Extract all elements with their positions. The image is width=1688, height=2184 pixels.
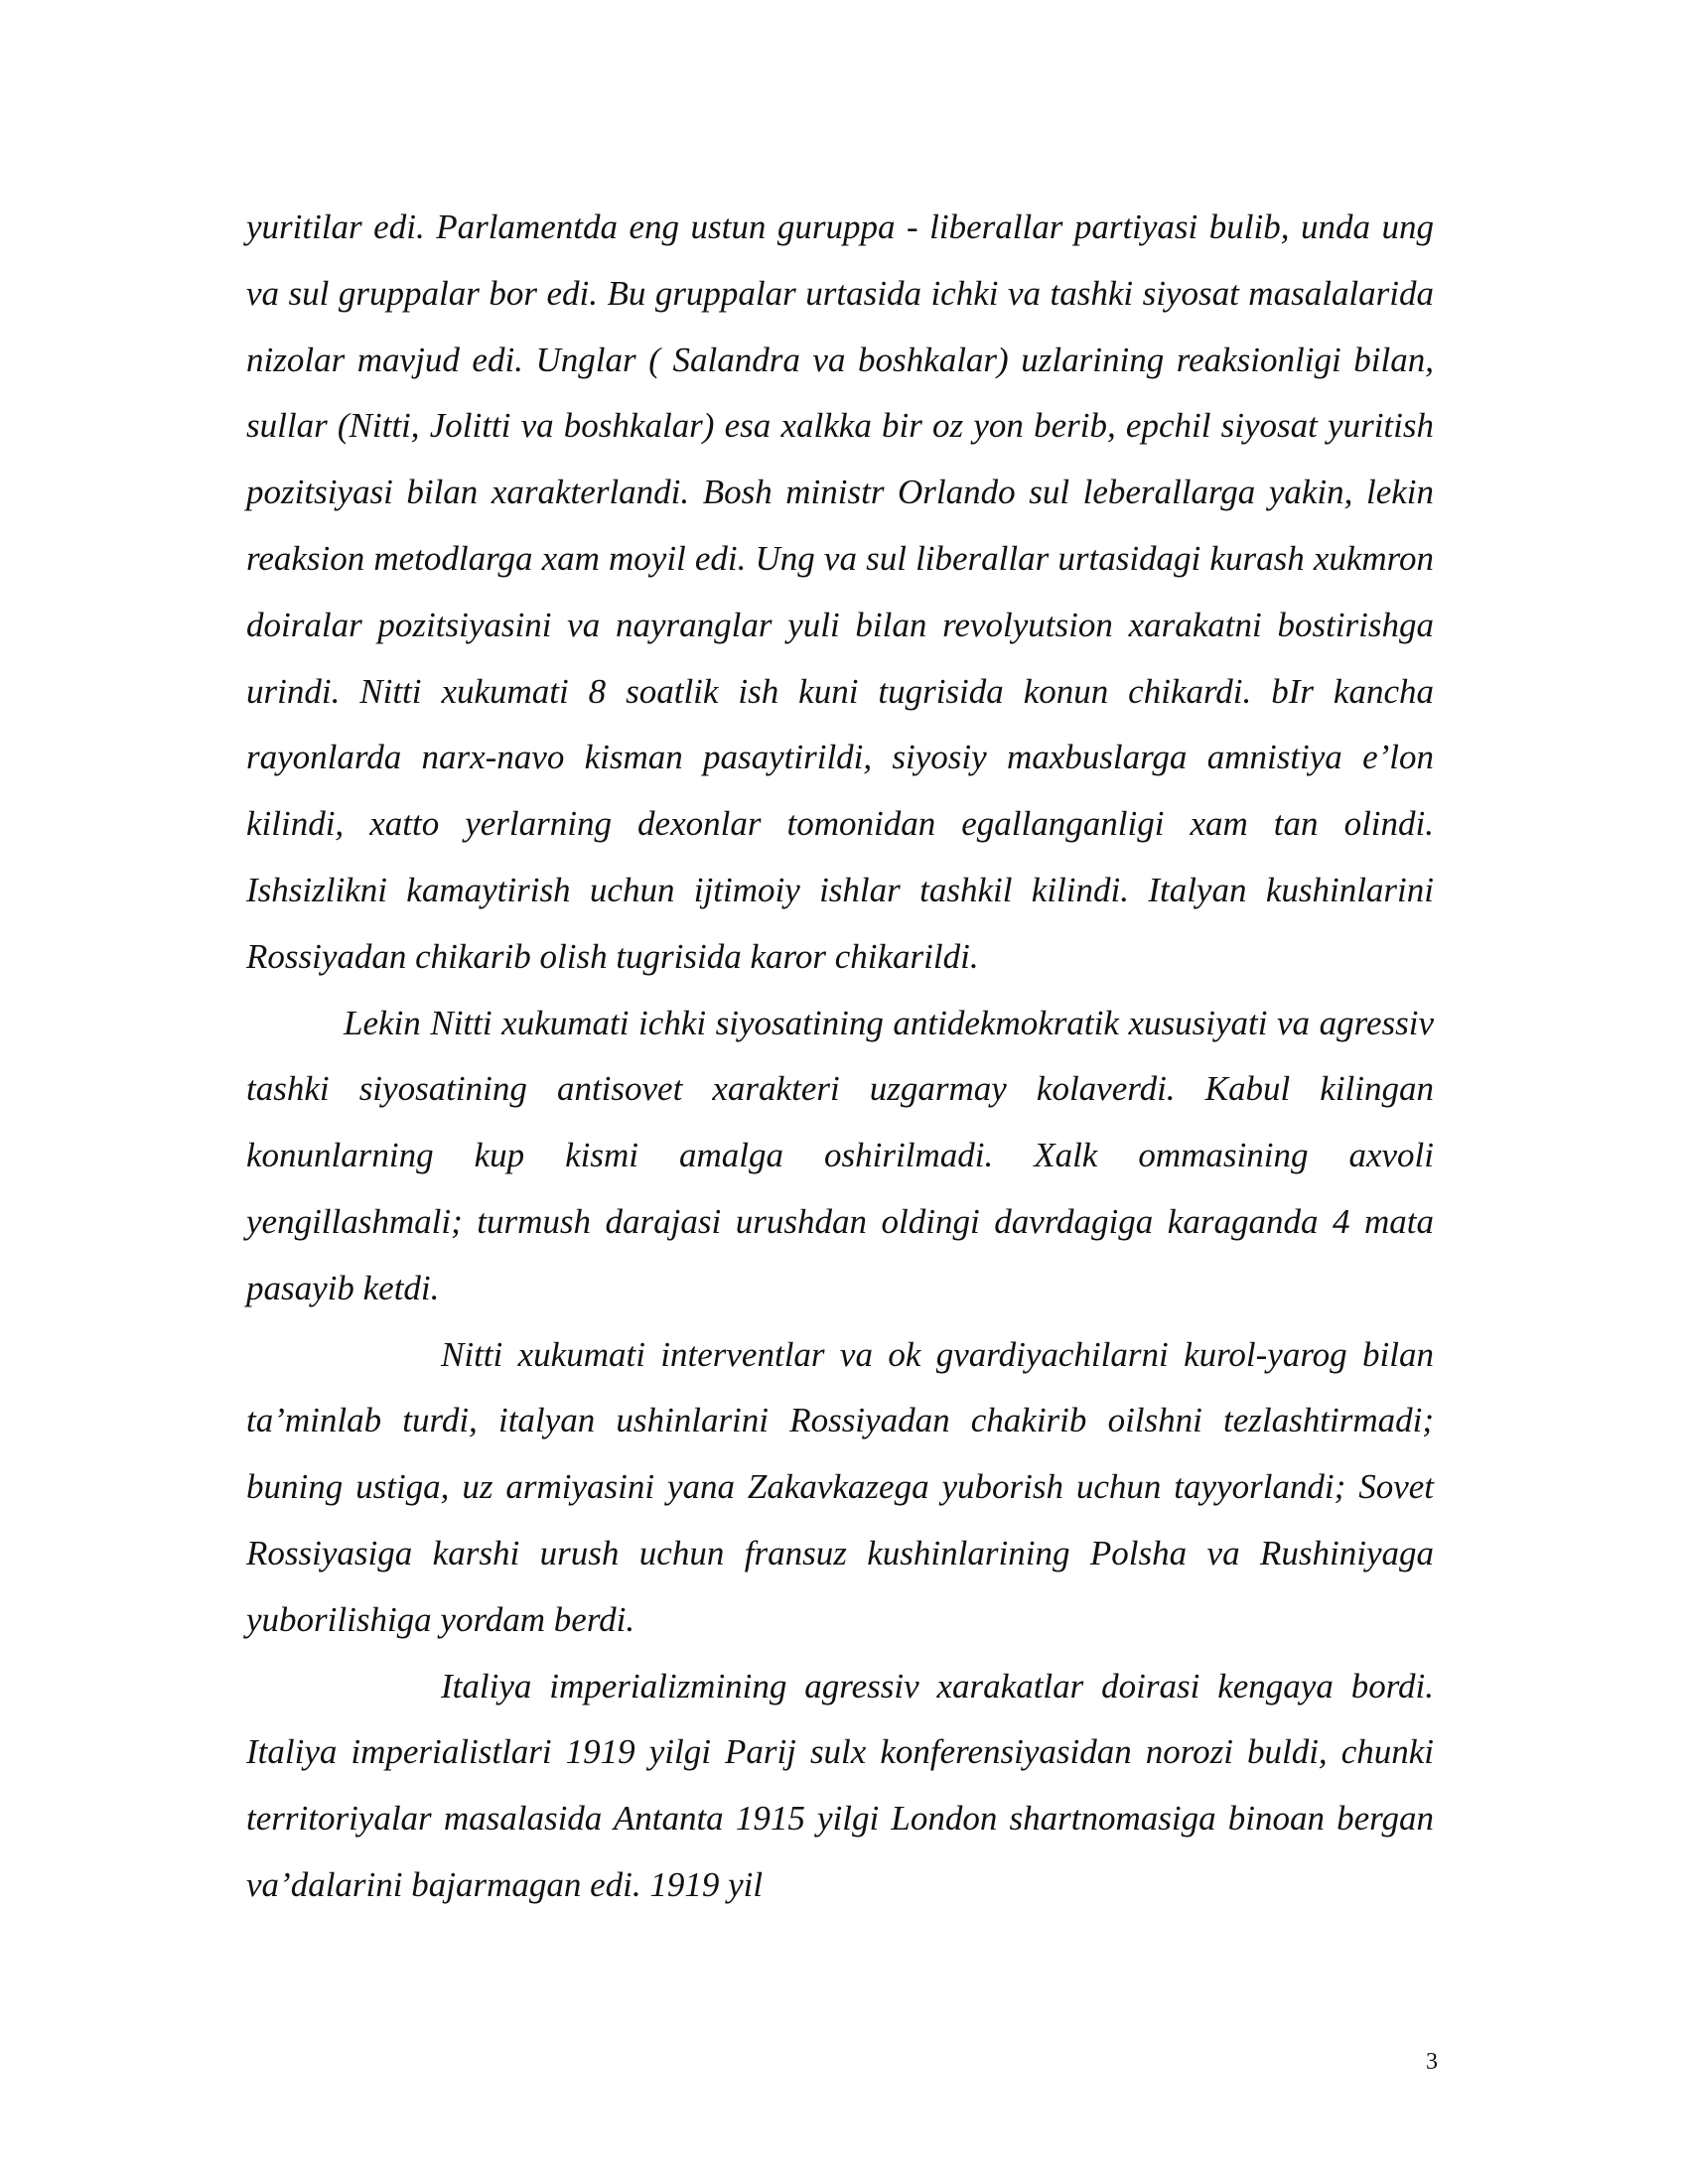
paragraph-2: Lekin Nitti xukumati ichki siyosatining antidekmokratik xususiyati va agressiv tashki siyosatining antisovet xarakteri uzgarmay kolaverdi. Kabul kilingan konunlarning kup kismi amalga oshirilmadi. Xalk ommasining axvoli yengillashmali; turmush darajasi urushdan oldingi davrdagiga karaganda 4 mata pasayib ketdi. [246, 1003, 1434, 1307]
page-number: 3 [1426, 2049, 1438, 2075]
body-text [246, 195, 1434, 1919]
paragraph-1: yuritilar edi. Parlamentda eng ustun guruppa - liberallar partiyasi bulib, unda ung va sul gruppalar bor edi. Bu gruppalar urtasida ichki va tashki siyosat masalalarida nizolar mavjud edi. Unglar ( Salandra va boshkalar) uzlarining reaksionligi bilan, sullar (Nitti, Jolitti va boshkalar) esa xalkka bir oz yon berib, epchil siyosat yuritish pozitsiyasi bilan xarakterlandi. Bosh ministr Orlando sul leberallarga yakin, lekin reaksion metodlarga xam moyil edi. Ung va sul liberallar urtasidagi kurash xukmron doiralar pozitsiyasini va nayranglar yuli bilan revolyutsion xarakatni bostirishga urindi. Nitti xukumati 8 soatlik ish kuni tugrisida konun chikardi. bIr kancha rayonlarda narx-navo kisman pasaytirildi, siyosiy maxbuslarga amnistiya e’lon kilindi, xatto yerlarning dexonlar tomonidan egallanganligi xam tan olindi. Ishsizlikni kamaytirish uchun ijtimoiy ishlar tashkil kilindi. Italyan kushinlarini Rossiyadan chikarib olish tugrisida karor chikarildi. [246, 207, 1434, 976]
paragraph-3: Nitti xukumati interventlar va ok gvardiyachilarni kurol-yarog bilan ta’minlab turdi, italyan ushinlarini Rossiyadan chakirib oilshni tezlashtirmadi; buning ustiga, uz armiyasini yana Zakavkazega yuborish uchun tayyorlandi; Sovet Rossiyasiga karshi urush uchun fransuz kushinlarining Polsha va Rushiniyaga yuborilishiga yordam berdi. [246, 1334, 1434, 1639]
paragraph-4: Italiya imperializmining agressiv xarakatlar doirasi kengaya bordi. Italiya imperialistlari 1919 yilgi Parij sulx konferensiyasidan norozi buldi, chunki territoriyalar masalasida Antanta 1915 yilgi London shartnomasiga binoan bergan va’dalarini bajarmagan edi. 1919 yil [246, 1666, 1434, 1904]
